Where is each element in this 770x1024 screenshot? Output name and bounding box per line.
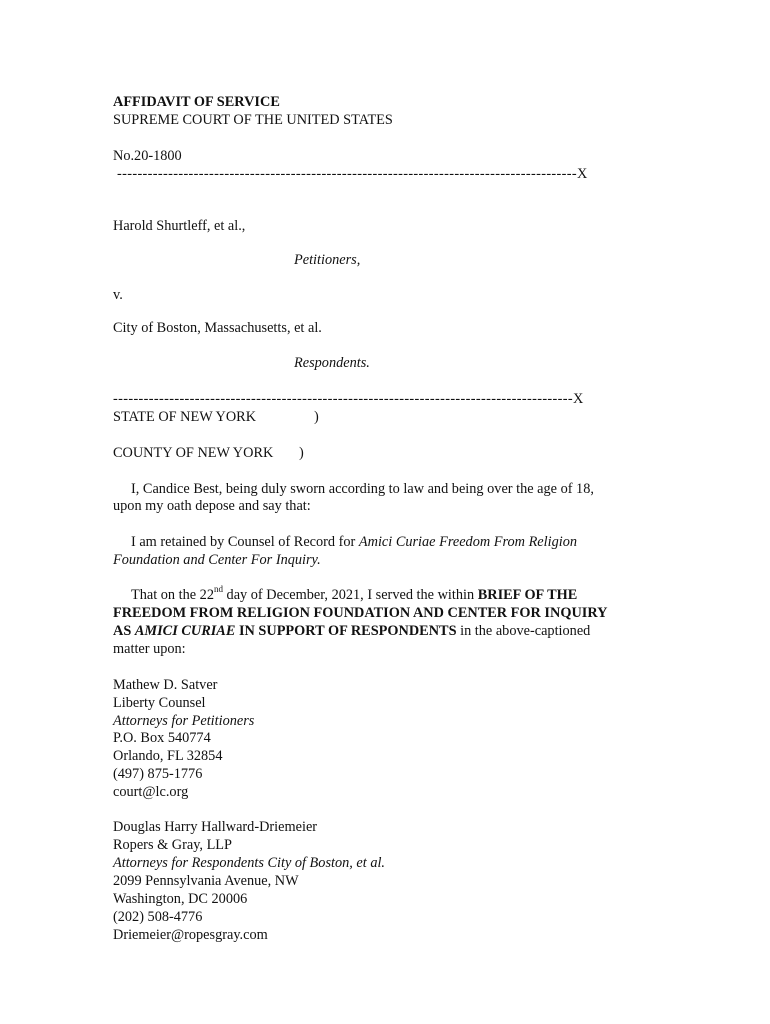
service-text: in the above-captioned [456, 623, 591, 639]
petitioner-role: Petitioners, [294, 252, 361, 268]
caption-rule-bottom: ------------------------------------------------------------------------------------------X [113, 391, 584, 407]
service-paragraph-line [131, 586, 577, 604]
court-name: SUPREME COURT OF THE UNITED STATES [113, 112, 393, 128]
service-paragraph-line: matter upon: [113, 641, 186, 657]
retained-paragraph-line: Foundation and Center For Inquiry. [113, 552, 321, 568]
recipient-email: court@lc.org [113, 784, 189, 800]
recipient-address: 2099 Pennsylvania Avenue, NW [113, 873, 299, 889]
amici-name: Amici Curiae Freedom From Religion [358, 534, 578, 550]
venue-county-paren: ) [299, 445, 304, 461]
brief-title-italic: AMICI CURIAE [134, 623, 236, 639]
brief-title: AS [113, 623, 135, 639]
respondent-role: Respondents. [294, 355, 370, 371]
venue-state: STATE OF NEW YORK [113, 409, 257, 425]
retained-text: I am retained by Counsel of Record for [131, 534, 359, 550]
recipient-role: Attorneys for Petitioners [113, 713, 255, 729]
service-paragraph-line [113, 622, 590, 640]
venue-state-paren: ) [314, 409, 319, 425]
recipient-role: Attorneys for Respondents City of Boston, et al. [113, 855, 386, 871]
respondent-name: City of Boston, Massachusetts, et al. [113, 320, 322, 336]
service-text: day of December, 2021, I served the within [222, 587, 478, 603]
service-text: That on the 22 [131, 587, 214, 603]
recipient-email: Driemeier@ropesgray.com [113, 927, 268, 943]
recipient-firm: Ropers & Gray, LLP [113, 837, 232, 853]
oath-paragraph-line: I, Candice Best, being duly sworn according to law and being over the age of 18, [131, 481, 594, 497]
document-title: AFFIDAVIT OF SERVICE [113, 94, 280, 110]
recipient-name: Douglas Harry Hallward-Driemeier [113, 819, 318, 835]
petitioner-name: Harold Shurtleff, et al., [113, 218, 246, 234]
recipient-firm: Liberty Counsel [113, 695, 206, 711]
recipient-phone: (497) 875-1776 [113, 766, 203, 782]
recipient-address: P.O. Box 540774 [113, 730, 211, 746]
retained-paragraph-line [131, 533, 577, 551]
caption-rule-top: ------------------------------------------------------------------------------------------X [117, 166, 588, 182]
recipient-name: Mathew D. Satver [113, 677, 218, 693]
ordinal-suffix: nd [213, 584, 223, 595]
case-number: No.20-1800 [113, 148, 182, 164]
brief-title: BRIEF OF THE [477, 587, 578, 603]
oath-paragraph-line: upon my oath depose and say that: [113, 498, 311, 514]
recipient-address: Orlando, FL 32854 [113, 748, 223, 764]
brief-title: FREEDOM FROM RELIGION FOUNDATION AND CENTER FOR INQUIRY [113, 605, 608, 621]
brief-title: IN SUPPORT OF RESPONDENTS [235, 623, 457, 639]
recipient-phone: (202) 508-4776 [113, 909, 203, 925]
versus-label: v. [113, 287, 123, 303]
recipient-address: Washington, DC 20006 [113, 891, 248, 907]
venue-county: COUNTY OF NEW YORK [113, 445, 274, 461]
